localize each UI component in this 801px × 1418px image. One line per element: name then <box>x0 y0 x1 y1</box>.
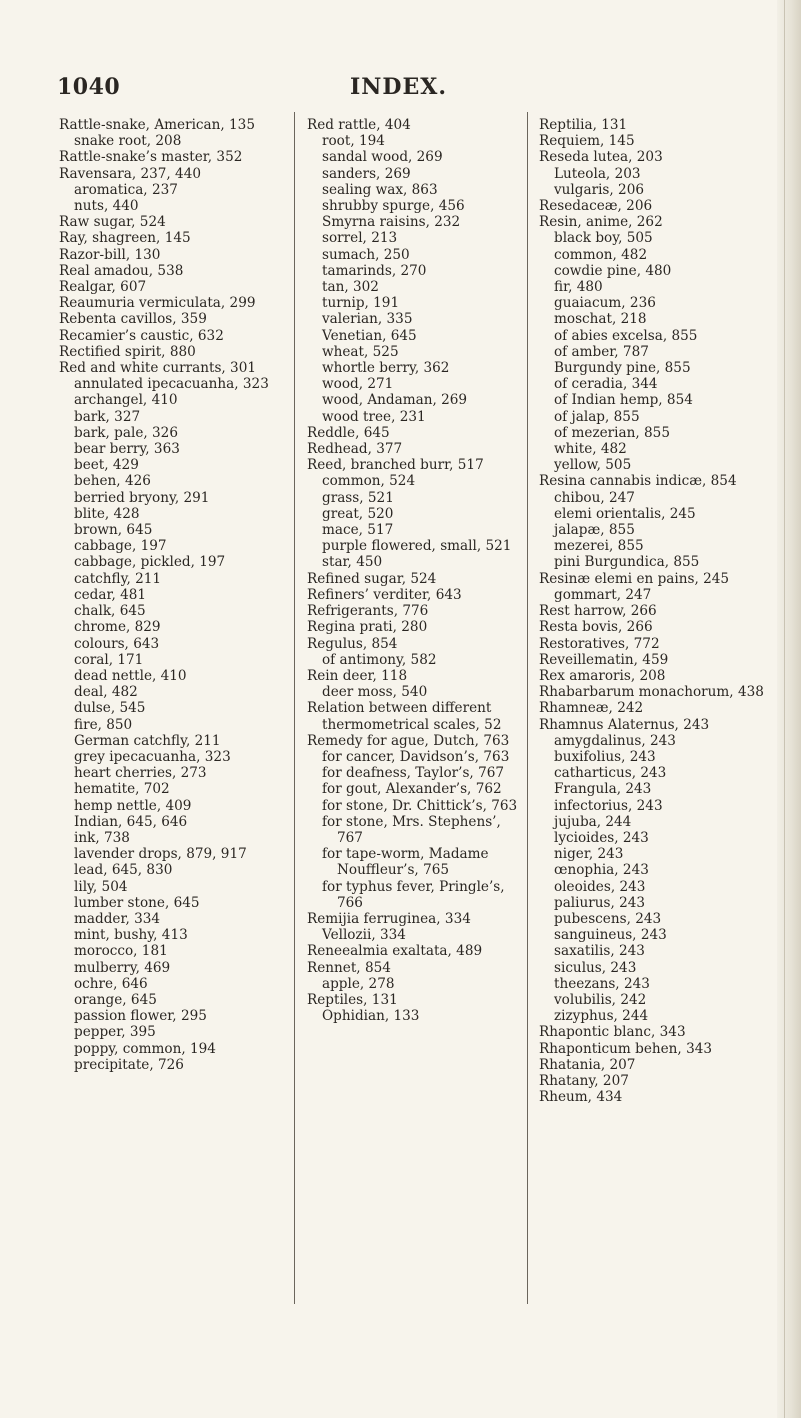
index-subentry: Ophidian, 133 <box>322 1008 420 1025</box>
index-entry: Refiners’ verditer, 643 <box>307 586 462 603</box>
index-subentry: mezerei, 855 <box>554 538 644 555</box>
index-entry: Remijia ferruginea, 334 <box>307 910 471 927</box>
index-entry: Remedy for ague, Dutch, 763 <box>307 732 510 749</box>
index-subentry: of ceradia, 344 <box>554 376 658 393</box>
index-entry: Reptiles, 131 <box>307 991 398 1008</box>
index-entry: Rex amaroris, 208 <box>539 667 666 684</box>
index-subentry: grey ipecacuanha, 323 <box>74 748 231 765</box>
index-entry: Realgar, 607 <box>59 279 147 296</box>
index-subentry: for stone, Mrs. Stephens’, 767 <box>322 813 501 846</box>
index-subentry: beet, 429 <box>74 457 139 474</box>
index-entry: Resin, anime, 262 <box>539 214 663 231</box>
index-subentry: for cancer, Davidson’s, 763 <box>322 748 510 765</box>
index-subentry: jujuba, 244 <box>554 813 632 830</box>
index-subentry: madder, 334 <box>74 910 161 927</box>
index-subentry: turnip, 191 <box>322 295 400 312</box>
index-entry: Rhatany, 207 <box>539 1072 629 1089</box>
index-subentry: œnophia, 243 <box>554 862 649 879</box>
index-entry: Reddle, 645 <box>307 424 390 441</box>
index-entry: Resinæ elemi en pains, 245 <box>539 570 730 587</box>
page-title: INDEX. <box>350 74 447 100</box>
index-subentry: fire, 850 <box>74 716 133 733</box>
index-entry: Resedaceæ, 206 <box>539 198 653 215</box>
index-entry: Refined sugar, 524 <box>307 570 437 587</box>
index-subentry: lily, 504 <box>74 878 128 895</box>
index-subentry: for deafness, Taylor’s, 767 <box>322 765 505 782</box>
index-entry: Restoratives, 772 <box>539 635 660 652</box>
index-subentry: Smyrna raisins, 232 <box>322 214 461 231</box>
index-subentry: Luteola, 203 <box>554 165 641 182</box>
index-subentry: brown, 645 <box>74 522 153 539</box>
index-subentry: whortle berry, 362 <box>322 360 450 377</box>
index-subentry: archangel, 410 <box>74 392 178 409</box>
index-entry: Rest harrow, 266 <box>539 603 657 620</box>
index-subentry: great, 520 <box>322 505 394 522</box>
index-subentry: cabbage, pickled, 197 <box>74 554 226 571</box>
index-subentry: bear berry, 363 <box>74 441 180 458</box>
index-entry: Redhead, 377 <box>307 441 403 458</box>
index-subentry: ochre, 646 <box>74 975 148 992</box>
index-entry: Reaumuria vermiculata, 299 <box>59 295 256 312</box>
index-entry: Rhatania, 207 <box>539 1056 636 1073</box>
index-entry: Rhaponticum behen, 343 <box>539 1040 713 1057</box>
index-subentry: pepper, 395 <box>74 1024 156 1041</box>
index-subentry: theezans, 243 <box>554 975 650 992</box>
index-subentry: lumber stone, 645 <box>74 894 200 911</box>
index-entry: Reneealmia exaltata, 489 <box>307 943 483 960</box>
index-subentry: Frangula, 243 <box>554 781 652 798</box>
index-subentry: chalk, 645 <box>74 603 146 620</box>
index-subentry: mint, bushy, 413 <box>74 927 188 944</box>
index-subentry: deal, 482 <box>74 684 138 701</box>
index-entry: Red rattle, 404 <box>307 117 411 133</box>
index-subentry: valerian, 335 <box>322 311 413 328</box>
index-subentry: pini Burgundica, 855 <box>554 554 700 571</box>
index-subentry: annulated ipecacuanha, 323 <box>74 376 269 393</box>
index-subentry: wood tree, 231 <box>322 408 426 425</box>
index-entry: Rhamnus Alaternus, 243 <box>539 716 710 733</box>
index-subentry: common, 524 <box>322 473 416 490</box>
index-entry: Reseda lutea, 203 <box>539 149 663 166</box>
index-subentry: deer moss, 540 <box>322 684 428 701</box>
index-subentry: cabbage, 197 <box>74 538 167 555</box>
index-subentry: of Indian hemp, 854 <box>554 392 693 409</box>
index-subentry: for stone, Dr. Chittick’s, 763 <box>322 797 518 814</box>
index-entry: Rhapontic blanc, 343 <box>539 1024 686 1041</box>
index-subentry: of amber, 787 <box>554 343 649 360</box>
index-subentry: hematite, 702 <box>74 781 170 798</box>
index-subentry: sanders, 269 <box>322 165 411 182</box>
index-subentry: aromatica, 237 <box>74 181 178 198</box>
index-subentry: root, 194 <box>322 133 385 150</box>
index-entry: Requiem, 145 <box>539 133 635 150</box>
index-subentry: poppy, common, 194 <box>74 1040 216 1057</box>
index-subentry: sandal wood, 269 <box>322 149 443 166</box>
index-subentry: tan, 302 <box>322 279 379 296</box>
page-edge-line <box>784 0 785 1418</box>
page-edge-shadow <box>777 0 801 1418</box>
index-subentry: orange, 645 <box>74 991 157 1008</box>
index-subentry: mulberry, 469 <box>74 959 171 976</box>
index-subentry: volubilis, 242 <box>554 991 647 1008</box>
index-entry: Real amadou, 538 <box>59 262 184 279</box>
index-entry: Rennet, 854 <box>307 959 391 976</box>
index-subentry: dead nettle, 410 <box>74 667 187 684</box>
index-subentry: of abies excelsa, 855 <box>554 327 698 344</box>
index-entry: Rattle-snake, American, 135 <box>59 117 255 133</box>
index-subentry: elemi orientalis, 245 <box>554 505 696 522</box>
index-subentry: tamarinds, 270 <box>322 262 427 279</box>
index-subentry: niger, 243 <box>554 846 624 863</box>
index-subentry: morocco, 181 <box>74 943 168 960</box>
index-entry: Regulus, 854 <box>307 635 398 652</box>
index-subentry: for typhus fever, Pringle’s, 766 <box>322 878 505 911</box>
index-subentry: Indian, 645, 646 <box>74 813 188 830</box>
index-entry: Rectified spirit, 880 <box>59 343 196 360</box>
index-subentry: sorrel, 213 <box>322 230 398 247</box>
index-subentry: nuts, 440 <box>74 198 139 215</box>
index-subentry: star, 450 <box>322 554 383 571</box>
index-subentry: catharticus, 243 <box>554 765 667 782</box>
index-subentry: moschat, 218 <box>554 311 647 328</box>
index-entry: Ravensara, 237, 440 <box>59 165 201 182</box>
index-subentry: infectorius, 243 <box>554 797 663 814</box>
index-column-2 <box>307 117 522 1024</box>
index-subentry: siculus, 243 <box>554 959 637 976</box>
index-subentry: grass, 521 <box>322 489 394 506</box>
index-subentry: dulse, 545 <box>74 700 146 717</box>
index-subentry: blite, 428 <box>74 505 140 522</box>
index-entry: Reed, branched burr, 517 <box>307 457 484 474</box>
index-subentry: guaiacum, 236 <box>554 295 656 312</box>
column-divider <box>527 112 528 1304</box>
index-entry: Razor-bill, 130 <box>59 246 161 263</box>
index-entry: Rattle-snake’s master, 352 <box>59 149 243 166</box>
index-entry: Resta bovis, 266 <box>539 619 653 636</box>
index-entry: Recamier’s caustic, 632 <box>59 327 224 344</box>
index-entry: Relation between different thermometrical scales, 52 <box>307 700 502 733</box>
index-entry: Reptilia, 131 <box>539 117 628 133</box>
index-entry: Reveillematin, 459 <box>539 651 669 668</box>
index-subentry: black boy, 505 <box>554 230 653 247</box>
index-subentry: yellow, 505 <box>554 457 632 474</box>
index-entry: Regina prati, 280 <box>307 619 428 636</box>
index-subentry: zizyphus, 244 <box>554 1008 649 1025</box>
index-subentry: sanguineus, 243 <box>554 927 667 944</box>
index-subentry: of jalap, 855 <box>554 408 640 425</box>
index-subentry: oleoides, 243 <box>554 878 646 895</box>
index-entry: Rein deer, 118 <box>307 667 408 684</box>
index-subentry: cedar, 481 <box>74 586 147 603</box>
index-entry: Refrigerants, 776 <box>307 603 429 620</box>
index-subentry: Vellozii, 334 <box>322 927 406 944</box>
index-subentry: pubescens, 243 <box>554 910 662 927</box>
index-subentry: lead, 645, 830 <box>74 862 173 879</box>
page-number: 1040 <box>57 74 121 100</box>
index-column-3 <box>539 117 769 1105</box>
index-subentry: hemp nettle, 409 <box>74 797 192 814</box>
index-subentry: lycioides, 243 <box>554 829 649 846</box>
index-subentry: catchfly, 211 <box>74 570 162 587</box>
column-divider <box>294 112 295 1304</box>
index-subentry: precipitate, 726 <box>74 1056 184 1073</box>
index-subentry: amygdalinus, 243 <box>554 732 676 749</box>
index-subentry: fir, 480 <box>554 279 603 296</box>
index-subentry: lavender drops, 879, 917 <box>74 846 247 863</box>
index-subentry: gommart, 247 <box>554 586 652 603</box>
index-subentry: common, 482 <box>554 246 648 263</box>
index-subentry: cowdie pine, 480 <box>554 262 672 279</box>
index-subentry: shrubby spurge, 456 <box>322 198 465 215</box>
index-entry: Rhamneæ, 242 <box>539 700 644 717</box>
index-entry: Rhabarbarum monachorum, 438 <box>539 684 764 701</box>
index-subentry: for gout, Alexander’s, 762 <box>322 781 502 798</box>
index-subentry: snake root, 208 <box>74 133 182 150</box>
index-subentry: purple flowered, small, 521 <box>322 538 512 555</box>
index-subentry: colours, 643 <box>74 635 160 652</box>
index-subentry: white, 482 <box>554 441 627 458</box>
index-subentry: buxifolius, 243 <box>554 748 656 765</box>
index-column-1 <box>59 117 289 1073</box>
index-subentry: chrome, 829 <box>74 619 161 636</box>
index-subentry: sumach, 250 <box>322 246 410 263</box>
index-subentry: ink, 738 <box>74 829 130 846</box>
index-subentry: wood, Andaman, 269 <box>322 392 468 409</box>
index-subentry: heart cherries, 273 <box>74 765 207 782</box>
index-subentry: vulgaris, 206 <box>554 181 644 198</box>
index-subentry: paliurus, 243 <box>554 894 646 911</box>
index-subentry: jalapæ, 855 <box>554 522 635 539</box>
index-subentry: for tape-worm, Madame Nouffleur’s, 765 <box>322 846 489 879</box>
index-subentry: passion flower, 295 <box>74 1008 207 1025</box>
index-subentry: German catchfly, 211 <box>74 732 221 749</box>
index-subentry: of mezerian, 855 <box>554 424 670 441</box>
index-subentry: saxatilis, 243 <box>554 943 645 960</box>
index-subentry: of antimony, 582 <box>322 651 437 668</box>
index-subentry: bark, pale, 326 <box>74 424 178 441</box>
index-subentry: sealing wax, 863 <box>322 181 438 198</box>
index-subentry: berried bryony, 291 <box>74 489 210 506</box>
index-subentry: coral, 171 <box>74 651 144 668</box>
index-subentry: behen, 426 <box>74 473 151 490</box>
index-subentry: wheat, 525 <box>322 343 399 360</box>
index-subentry: mace, 517 <box>322 522 394 539</box>
index-entry: Rebenta cavillos, 359 <box>59 311 207 328</box>
index-subentry: wood, 271 <box>322 376 394 393</box>
index-subentry: Venetian, 645 <box>322 327 417 344</box>
index-entry: Ray, shagreen, 145 <box>59 230 191 247</box>
index-entry: Red and white currants, 301 <box>59 360 257 377</box>
index-entry: Resina cannabis indicæ, 854 <box>539 473 737 490</box>
index-subentry: Burgundy pine, 855 <box>554 360 691 377</box>
index-subentry: chibou, 247 <box>554 489 635 506</box>
index-subentry: apple, 278 <box>322 975 395 992</box>
index-entry: Rheum, 434 <box>539 1089 623 1106</box>
index-subentry: bark, 327 <box>74 408 141 425</box>
index-entry: Raw sugar, 524 <box>59 214 166 231</box>
